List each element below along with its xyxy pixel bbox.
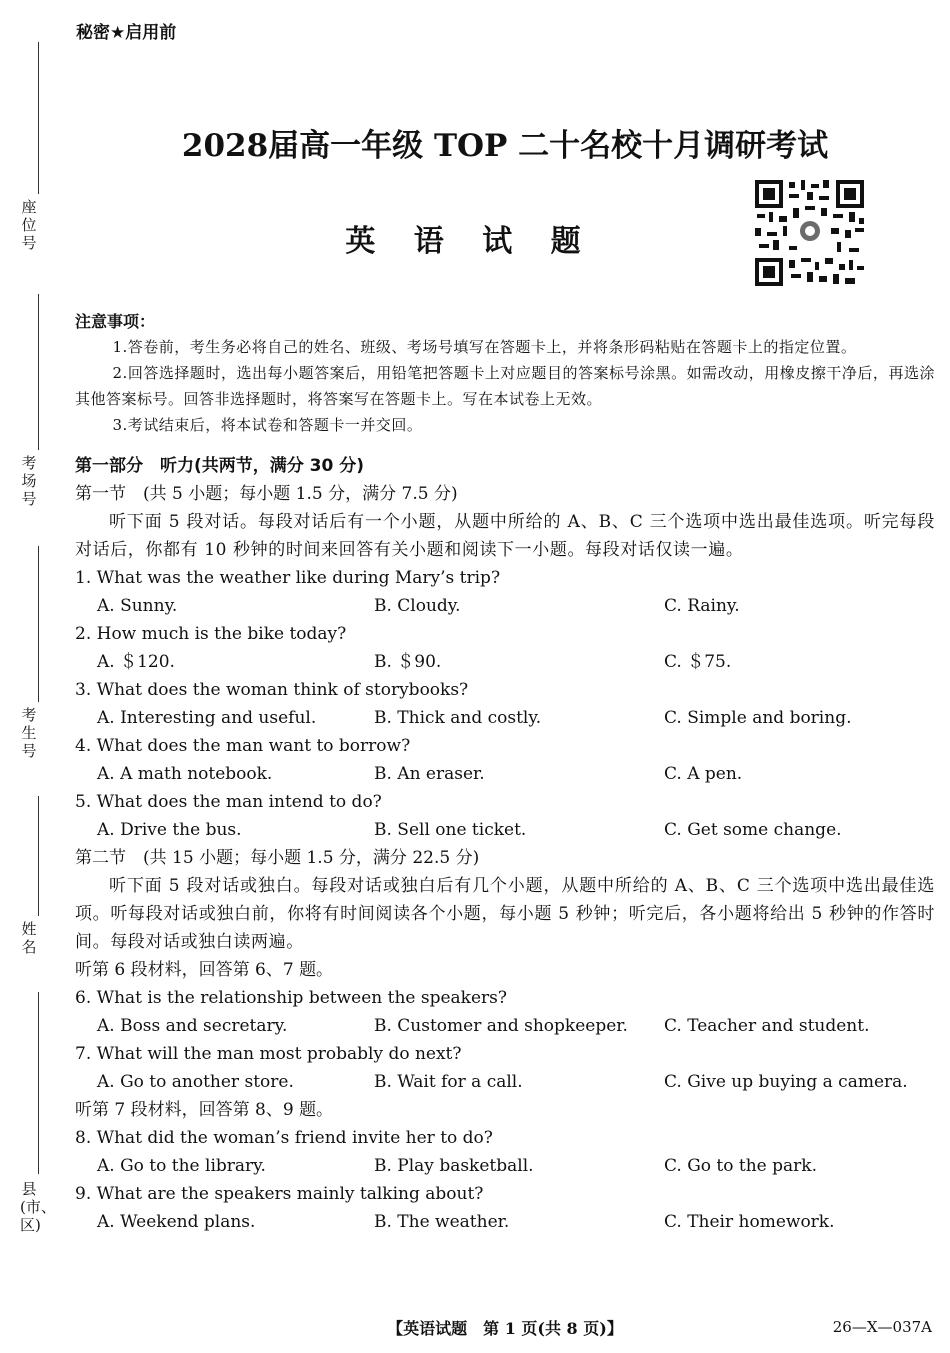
confidential-mark: 秘密★启用前 (76, 23, 177, 43)
options-row (75, 1208, 935, 1236)
page-footer: 【英语试题 第 1 页(共 8 页)】 (387, 1319, 623, 1338)
question: 7. What will the man most probably do next? (75, 1044, 462, 1064)
option-c: C. Teacher and student. (664, 1016, 870, 1036)
question: 4. What does the man want to borrow? (75, 736, 411, 756)
note-item: 3.考试结束后，将本试卷和答题卡一并交回。 (112, 416, 423, 434)
notes-heading: 注意事项： (75, 312, 156, 331)
option-a: A. Go to another store. (97, 1072, 294, 1092)
paper-code: 26—X—037A (832, 1318, 932, 1336)
binding-line (38, 796, 39, 916)
option-a: A. Go to the library. (97, 1156, 266, 1176)
qr-code-icon (753, 178, 866, 288)
options-row (75, 648, 935, 676)
option-b: B. Wait for a call. (374, 1072, 523, 1092)
option-b: B. An eraser. (374, 764, 485, 784)
options-row (75, 704, 935, 732)
binding-line (38, 992, 39, 1174)
option-a: A. A math notebook. (97, 764, 273, 784)
option-a: A. Sunny. (97, 596, 178, 616)
option-c: C. Give up buying a camera. (664, 1072, 908, 1092)
options-row (75, 592, 935, 620)
binding-line (38, 294, 39, 450)
option-c: C. Rainy. (664, 596, 740, 616)
exam-room-label: 考场号 (21, 454, 37, 508)
section-heading: 第二节 (共 15 小题；每小题 1.5 分，满分 22.5 分) (75, 848, 480, 868)
part-heading: 第一部分 听力(共两节，满分 30 分) (75, 456, 365, 476)
question: 6. What is the relationship between the speakers? (75, 988, 508, 1008)
option-c: C. A pen. (664, 764, 743, 784)
note-item: 2.回答选择题时，选出每小题答案后，用铅笔把答题卡上对应题目的答案标号涂黑。如需改动，用橡皮擦干净后，再选涂其他答案标号。回答非选择题时，将答案写在答题卡上。写在本试卷上无效。 (75, 364, 935, 408)
subject-title: 英 语 试 题 (345, 224, 595, 259)
question: 8. What did the woman’s friend invite her to do? (75, 1128, 493, 1148)
options-row (75, 816, 935, 844)
option-c: C. Get some change. (664, 820, 842, 840)
material-note: 听第 7 段材料，回答第 8、9 题。 (75, 1100, 334, 1120)
options-row (75, 760, 935, 788)
option-b: B. Thick and costly. (374, 708, 542, 728)
section-instruction: 听下面 5 段对话。每段对话后有一个小题，从题中所给的 A、B、C 三个选项中选出最佳选项。听完每段对话后，你都有 10 秒钟的时间来回答有关小题和阅读下一小题。每段对话仅读一遍。 (75, 512, 935, 560)
section-instruction: 听下面 5 段对话或独白。每段对话或独白后有几个小题，从题中所给的 A、B、C 三个选项中选出最佳选项。听每段对话或独白前，你将有时间阅读各个小题，每小题 5 秒钟；听完后，各小题将给出 5 秒钟的作答时间。每段对话或独白读两遍。 (75, 876, 935, 952)
option-c: C. Simple and boring. (664, 708, 852, 728)
option-b: B. ＄90. (374, 652, 442, 672)
question: 3. What does the woman think of storybooks? (75, 680, 469, 700)
option-b: B. The weather. (374, 1212, 510, 1232)
note-item: 1.答卷前，考生务必将自己的姓名、班级、考场号填写在答题卡上，并将条形码粘贴在答题卡上的指定位置。 (112, 338, 857, 356)
options-row (75, 1068, 935, 1096)
question: 5. What does the man intend to do? (75, 792, 382, 812)
option-a: A. Interesting and useful. (97, 708, 317, 728)
question: 9. What are the speakers mainly talking about? (75, 1184, 484, 1204)
option-b: B. Cloudy. (374, 596, 461, 616)
option-a: A. Drive the bus. (97, 820, 242, 840)
option-a: A. ＄120. (97, 652, 175, 672)
option-b: B. Sell one ticket. (374, 820, 527, 840)
name-label: 姓名 (21, 920, 37, 956)
options-row (75, 1012, 935, 1040)
options-row (75, 1152, 935, 1180)
candidate-number-label: 考生号 (21, 706, 37, 760)
exam-title: 2028届高一年级 TOP 二十名校十月调研考试 (181, 128, 829, 164)
option-c: C. Their homework. (664, 1212, 835, 1232)
county-label: 县(市、区) (20, 1180, 56, 1234)
question: 2. How much is the bike today? (75, 624, 347, 644)
question: 1. What was the weather like during Mary’s trip? (75, 568, 501, 588)
option-b: B. Customer and shopkeeper. (374, 1016, 628, 1036)
seat-number-label: 座位号 (21, 198, 37, 252)
option-a: A. Boss and secretary. (97, 1016, 288, 1036)
option-b: B. Play basketball. (374, 1156, 534, 1176)
option-a: A. Weekend plans. (97, 1212, 256, 1232)
section-heading: 第一节 (共 5 小题；每小题 1.5 分，满分 7.5 分) (75, 484, 458, 504)
option-c: C. Go to the park. (664, 1156, 817, 1176)
material-note: 听第 6 段材料，回答第 6、7 题。 (75, 960, 334, 980)
option-c: C. ＄75. (664, 652, 732, 672)
binding-line (38, 42, 39, 194)
binding-line (38, 546, 39, 702)
exam-content (75, 310, 935, 1236)
